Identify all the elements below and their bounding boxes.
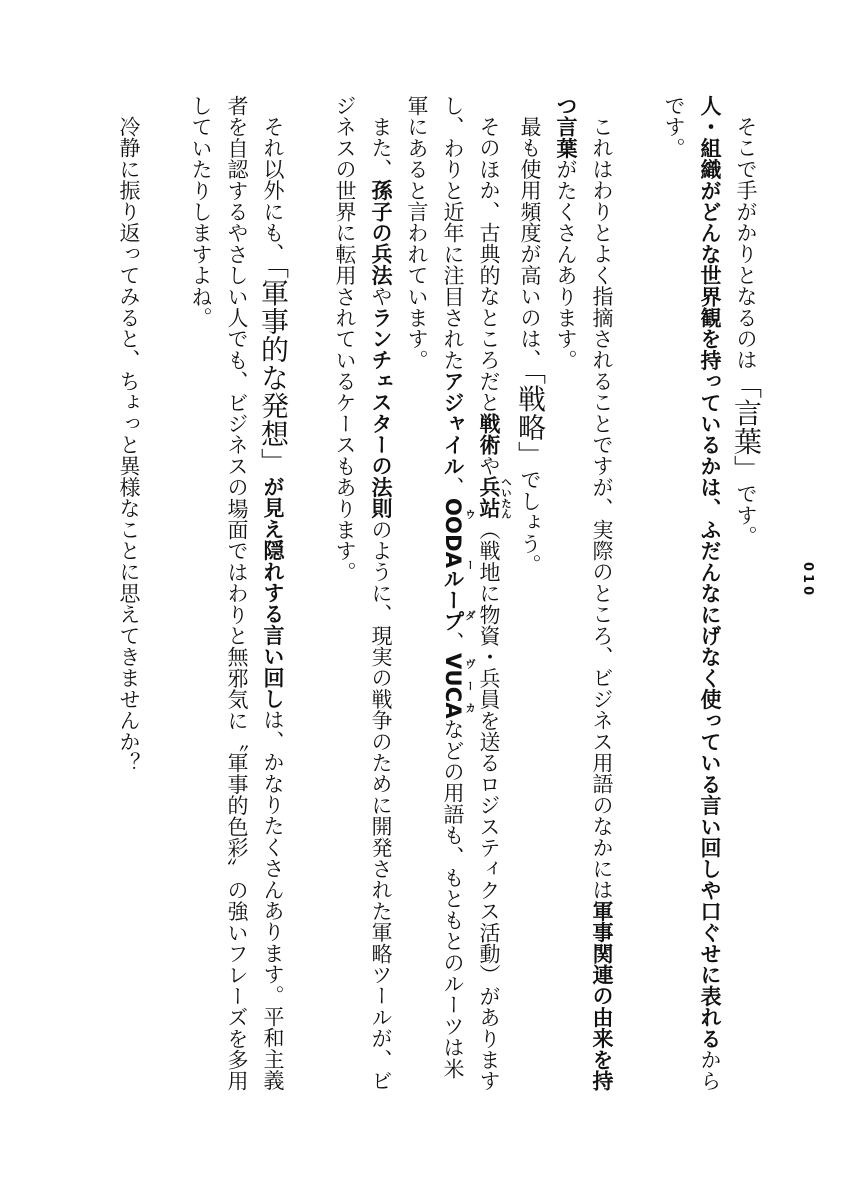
text-span: は、かなりたくさんあります。平和主義者を自認するやさしい人でも、ビジネスの場面ではわりと無邪気に〝軍事的色彩〟の強いフレーズを多用していたりしますよね。: [189, 95, 285, 1092]
text-span: 、: [441, 476, 465, 498]
paragraph-2: [548, 95, 620, 1095]
text-span: そこで手がかりとなるのは: [734, 116, 758, 371]
text-span: また、: [369, 116, 393, 180]
page-number: 010: [800, 562, 815, 599]
emphasis-military-origin: 軍事関連の由来を持つ言葉: [554, 95, 614, 1092]
body-text: [64, 95, 764, 1095]
text-span: 冷静に振り返ってみると、ちょっと異様なことに思えてきませんか？: [117, 116, 141, 774]
term-heitan: [477, 476, 512, 520]
text-span: それ以外にも、: [261, 116, 285, 265]
term-ooda: [441, 497, 476, 632]
paragraph-5: [327, 95, 399, 1095]
term-lanchester: ランチェスターの法則: [369, 306, 393, 519]
paragraph-4: [399, 95, 512, 1095]
text-span: そのほか、古典的なところだと: [477, 116, 501, 413]
paragraph-7: [111, 95, 147, 1095]
paragraph-6: [183, 95, 291, 1095]
text-span: からです。: [662, 95, 722, 1092]
keyword-military-thinking: 「軍事的な発想」: [257, 264, 290, 477]
text-span: や: [369, 285, 393, 307]
text-span: などの用語も、もともとのルーツは米軍にあると言われています。: [405, 95, 465, 1079]
term-ooda-base: OODAループ: [441, 497, 465, 632]
keyword-senryaku: 「戦略」: [514, 370, 547, 470]
term-vuca-ruby: ヴーカ: [464, 652, 476, 719]
keyword-kotoba: 「言葉」: [730, 370, 763, 484]
term-heitan-base: 兵站: [477, 476, 501, 520]
paragraph-3: [512, 95, 548, 1095]
text-span: や: [477, 455, 501, 477]
paragraph-gap: [291, 95, 327, 1095]
paragraph-gap: [147, 95, 183, 1095]
text-span: 最も使用頻度が高いのは、: [518, 116, 542, 371]
text-span: （戦地に物資・兵員を送るロジスティクス活動）がありますし、わりと近年に注目された: [441, 95, 501, 1092]
term-vuca: [441, 652, 476, 719]
text-span: でしょう。: [518, 469, 542, 576]
text-span: がたくさんあります。: [554, 158, 578, 371]
paragraph-1: [656, 95, 764, 1095]
emphasis-phrases: が見え隠れする言い回し: [261, 476, 285, 710]
paragraph-gap: [620, 95, 656, 1095]
term-ooda-ruby: ウーダ: [464, 497, 476, 632]
term-heitan-ruby: へいたん: [500, 476, 512, 520]
term-agile: アジャイル: [441, 370, 465, 477]
text-span: これはわりとよく指摘されることですが、実際のところ、ビジネス用語のなかには: [590, 116, 614, 901]
text-span: です。: [734, 483, 758, 547]
term-senjutsu: 戦術: [477, 412, 501, 456]
term-sonshi: 孫子の兵法: [369, 179, 393, 286]
text-span: のように、現実の戦争のために開発された軍略ツールが、ビジネスの世界に転用されているケースもあります。: [333, 95, 393, 1092]
text-span: 、: [441, 631, 465, 653]
emphasis-worldview: 人・組織がどんな世界観を持っているかは、ふだんなにげなく使っている言い回しや口ぐせに表れる: [698, 95, 722, 1049]
term-vuca-base: VUCA: [441, 652, 465, 719]
